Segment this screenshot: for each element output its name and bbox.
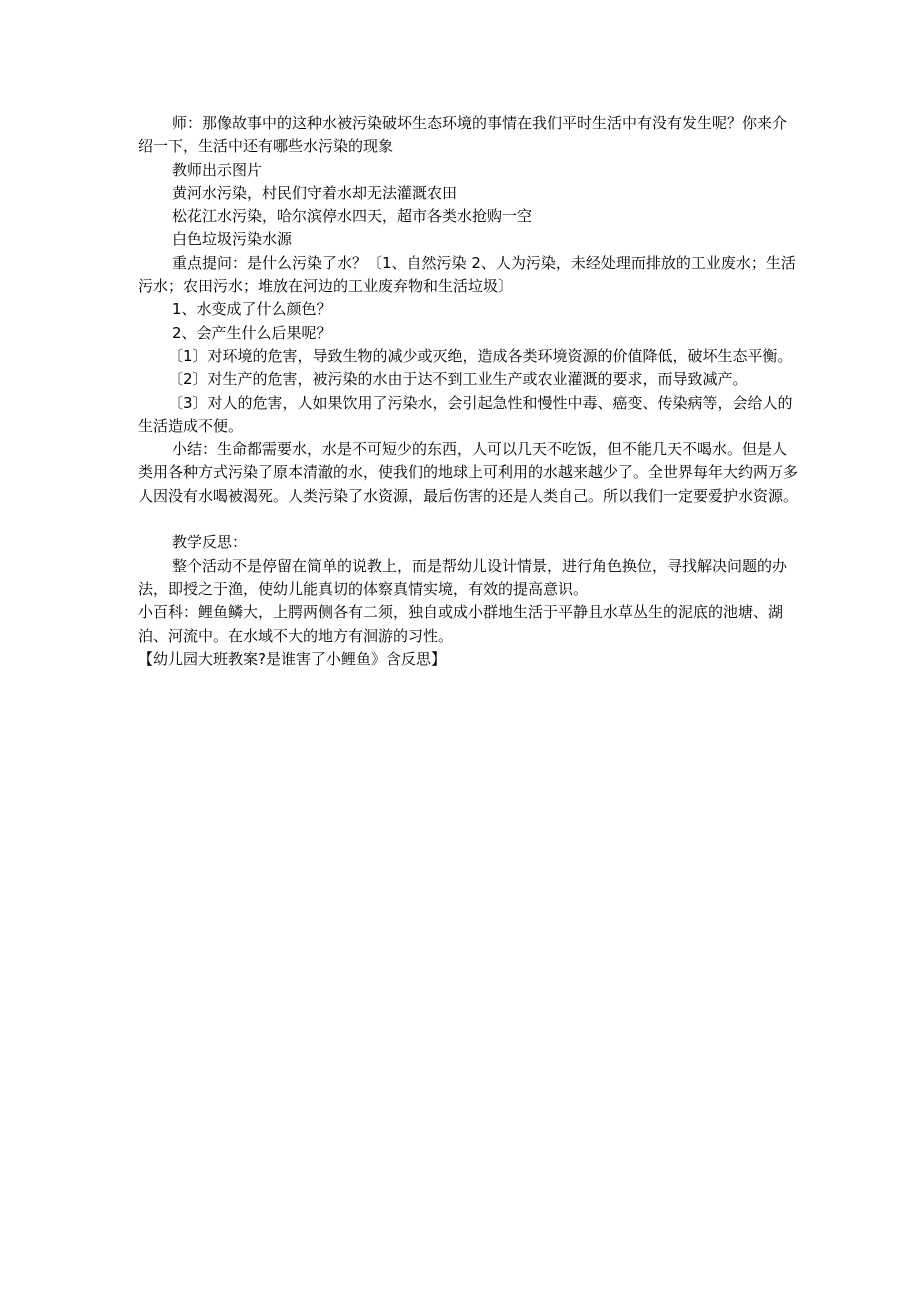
paragraph-key-question: 重点提问：是什么污染了水？〔1、自然污染 2、人为污染，未经处理而排放的工业废水；生活污水；农田污水；堆放在河边的工业废弃物和生活垃圾〕 [138,253,796,296]
paragraph-question-1: 1、水变成了什么颜色？ [172,300,332,319]
paragraph-songhua-river: 松花江水污染，哈尔滨停水四天，超市各类水抢购一空 [172,207,533,226]
paragraph-white-garbage: 白色垃圾污染水源 [172,230,293,249]
document-body [138,112,798,671]
paragraph-summary: 小结：生命都需要水，水是不可短少的东西，人可以几天不吃饭，但不能几天不喝水。但是人类用各种方式污染了原本清澈的水，使我们的地球上可利用的水越来越少了。全世界每年大约两万多人因没有水喝被渴死。人类污染了水资源，最后伤害的还是人类自己。所以我们一定要爱护水资源。 [138,440,799,505]
blank-line [138,508,798,531]
paragraph-show-pictures: 教师出示图片 [172,160,263,179]
paragraph-yellow-river: 黄河水污染，村民们守着水却无法灌溉农田 [172,183,458,202]
paragraph-reflection: 整个活动不是停留在简单的说教上，而是帮幼儿设计情景，进行角色换位，寻找解决问题的办法，即授之于渔，使幼儿能真切的体察真情实境，有效的提高意识。 [138,556,788,598]
paragraph-teacher-question: 师：那像故事中的这种水被污染破坏生态环境的事情在我们平时生活中有没有发生呢？你来介绍一下，生活中还有哪些水污染的现象 [138,114,788,156]
paragraph-question-2: 2、会产生什么后果呢？ [172,323,332,342]
paragraph-harm-production: 〔2〕对生产的危害，被污染的水由于达不到工业生产或农业灌溉的要求，而导致减产。 [168,370,748,389]
paragraph-harm-environment: 〔1〕对环境的危害，导致生物的减少或灭绝，造成各类环境资源的价值降低，破坏生态平衡。 [168,346,793,365]
paragraph-encyclopedia: 小百科：鲤鱼鳞大，上腭两侧各有二须，独自或成小群地生活于平静且水草丛生的泥底的池塘、湖泊、河流中。在水域不大的地方有洄游的习性。 [138,603,784,645]
paragraph-harm-people: 〔3〕对人的危害，人如果饮用了污染水，会引起急性和慢性中毒、癌变、传染病等，会给人的生活造成不便。 [138,393,793,435]
paragraph-document-title: 【幼儿园大班教案?是谁害了小鲤鱼》含反思】 [138,649,446,668]
paragraph-reflection-heading: 教学反思： [172,533,248,552]
